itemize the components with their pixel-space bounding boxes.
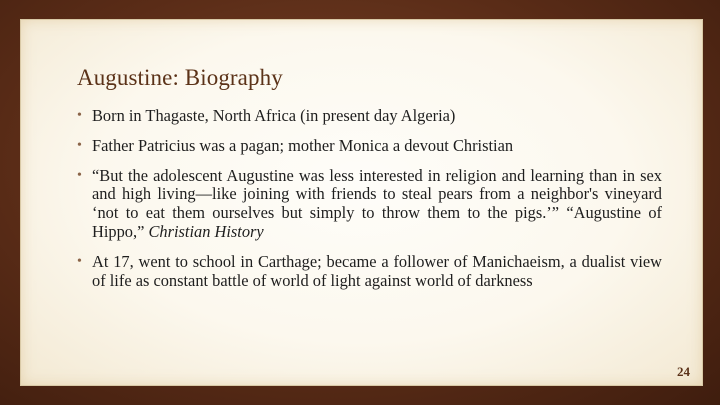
bullet-point-icon: • (77, 167, 82, 183)
bullet-text: At 17, went to school in Carthage; became a follower of Manichaeism, a dualist view of life as constant battle of world of light against world of darkness (92, 251, 662, 290)
slide-title: Augustine: Biography (77, 65, 283, 90)
page-number: 24 (677, 364, 690, 379)
bullet-point-icon: • (77, 253, 82, 269)
bullet-text: Father Patricius was a pagan; mother Monica a devout Christian (92, 135, 514, 155)
bullet-text: “But the adolescent Augustine was less interested in religion and learning than in sex and high living—like joining with friends to steal pears from a neighbor's vineyard ‘not to eat them ourselves but simply to throw them to the pigs.’” “Augustine of Hippo,” (92, 165, 662, 241)
bullet-item-quote (77, 167, 662, 242)
slide (20, 19, 703, 386)
quote-source-title: Christian History (148, 221, 264, 241)
bullet-text: Born in Thagaste, North Africa (in present day Algeria) (92, 106, 456, 125)
bullet-list (77, 107, 662, 301)
bullet-item-carthage (77, 253, 662, 291)
bullet-point-icon: • (77, 108, 82, 123)
bullet-item-birthplace (77, 107, 662, 126)
bullet-item-parents (77, 137, 662, 156)
bullet-point-icon: • (77, 137, 82, 153)
